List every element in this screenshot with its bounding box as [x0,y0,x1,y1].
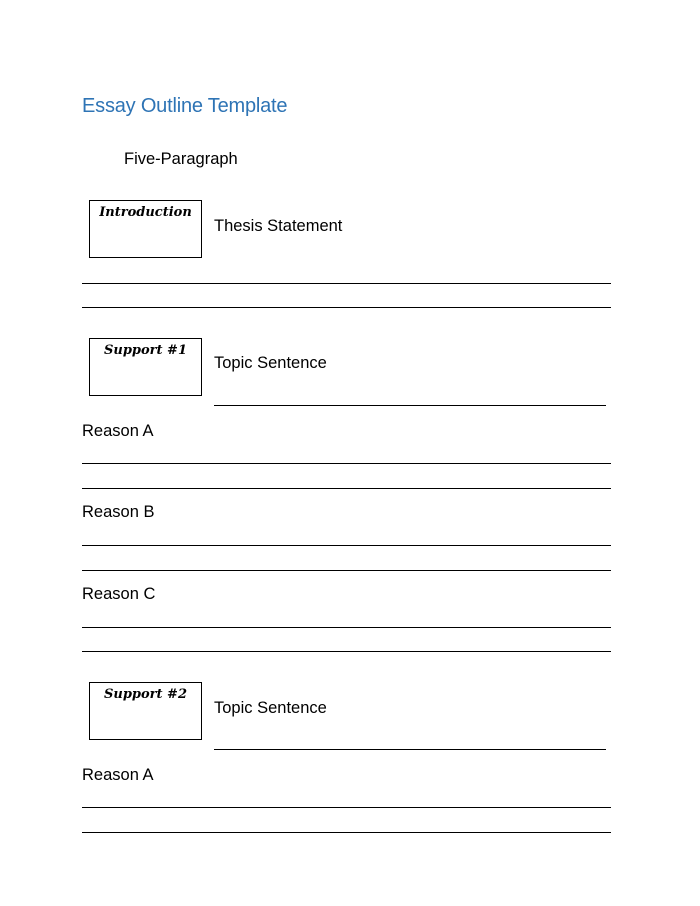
thesis-statement-heading: Thesis Statement [214,217,343,235]
writing-line [82,627,611,628]
reason-a-heading: Reason A [82,766,154,784]
writing-line [82,463,611,464]
writing-line [82,545,611,546]
introduction-label: Introduction [99,205,192,220]
writing-line [82,807,611,808]
reason-c-heading: Reason C [82,585,156,603]
writing-line [82,283,611,284]
document-title: Essay Outline Template [82,95,288,117]
topic-sentence-heading: Topic Sentence [214,699,327,717]
document-subtitle: Five-Paragraph [124,150,238,168]
support-1-box [89,338,202,396]
writing-line [82,570,611,571]
reason-b-heading: Reason B [82,503,155,521]
writing-line [214,405,606,406]
writing-line [82,832,611,833]
writing-line [82,651,611,652]
support-2-label: Support #2 [103,687,187,702]
support-1-label: Support #1 [103,343,187,358]
support-2-box [89,682,202,740]
topic-sentence-heading: Topic Sentence [214,354,327,372]
introduction-box [89,200,202,258]
writing-line [214,749,606,750]
reason-a-heading: Reason A [82,422,154,440]
writing-line [82,488,611,489]
writing-line [82,307,611,308]
